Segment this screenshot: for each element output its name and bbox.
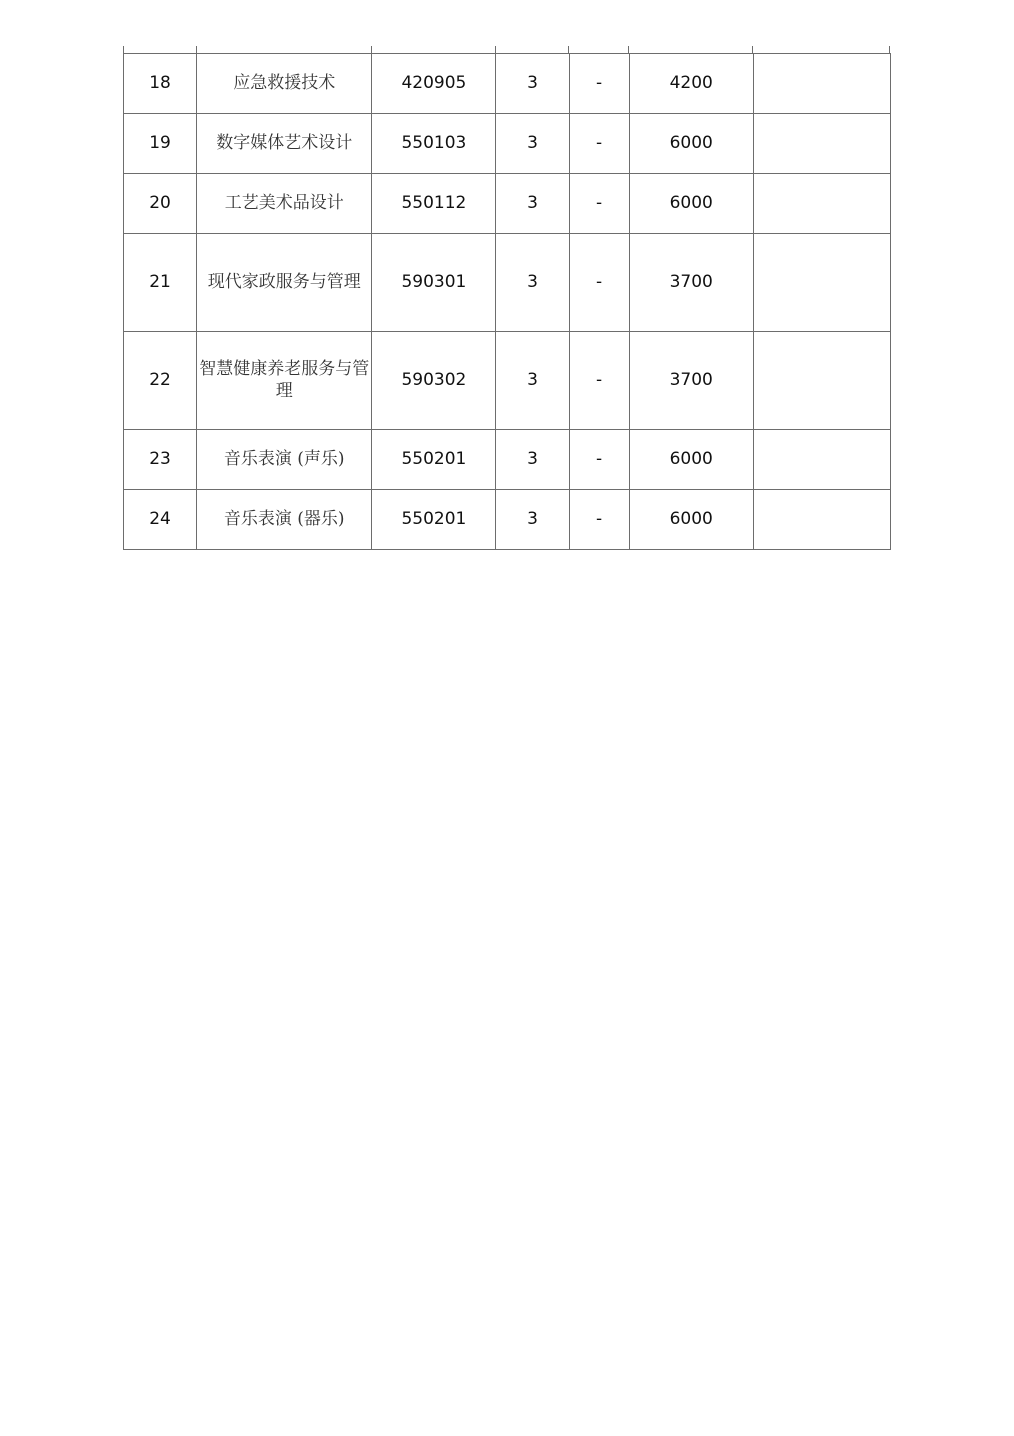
row-index: 20	[124, 174, 197, 234]
note-cell	[753, 174, 890, 234]
table-row	[124, 490, 891, 550]
table-continuation-stub	[889, 46, 890, 53]
study-years: 3	[496, 174, 569, 234]
tuition-fee: 6000	[629, 490, 753, 550]
table-row	[124, 54, 891, 114]
table-row	[124, 332, 891, 430]
note-cell	[753, 54, 890, 114]
dash-cell: -	[569, 490, 629, 550]
study-years: 3	[496, 332, 569, 430]
row-index: 18	[124, 54, 197, 114]
major-name: 智慧健康养老服务与管理	[197, 332, 372, 430]
table-row	[124, 430, 891, 490]
row-index: 19	[124, 114, 197, 174]
note-cell	[753, 430, 890, 490]
major-code: 590302	[372, 332, 496, 430]
major-code: 420905	[372, 54, 496, 114]
major-name: 现代家政服务与管理	[197, 234, 372, 332]
major-code: 550112	[372, 174, 496, 234]
tuition-fee: 3700	[629, 234, 753, 332]
study-years: 3	[496, 430, 569, 490]
row-index: 23	[124, 430, 197, 490]
table-continuation-stub	[752, 46, 753, 53]
dash-cell: -	[569, 332, 629, 430]
row-index: 22	[124, 332, 197, 430]
table-continuation-stub	[123, 46, 124, 53]
note-cell	[753, 114, 890, 174]
major-code: 590301	[372, 234, 496, 332]
table-row	[124, 234, 891, 332]
table-continuation-stub	[371, 46, 372, 53]
major-name: 工艺美术品设计	[197, 174, 372, 234]
dash-cell: -	[569, 174, 629, 234]
major-code: 550201	[372, 490, 496, 550]
study-years: 3	[496, 114, 569, 174]
row-index: 24	[124, 490, 197, 550]
table-row	[124, 114, 891, 174]
note-cell	[753, 490, 890, 550]
table-continuation-stub	[196, 46, 197, 53]
table-row	[124, 174, 891, 234]
table-continuation-stub	[568, 46, 569, 53]
dash-cell: -	[569, 234, 629, 332]
tuition-fee: 4200	[629, 54, 753, 114]
dash-cell: -	[569, 114, 629, 174]
study-years: 3	[496, 54, 569, 114]
note-cell	[753, 332, 890, 430]
major-code: 550103	[372, 114, 496, 174]
row-index: 21	[124, 234, 197, 332]
study-years: 3	[496, 490, 569, 550]
dash-cell: -	[569, 430, 629, 490]
tuition-fee: 6000	[629, 174, 753, 234]
major-name: 应急救援技术	[197, 54, 372, 114]
study-years: 3	[496, 234, 569, 332]
major-name: 数字媒体艺术设计	[197, 114, 372, 174]
major-name: 音乐表演 (器乐)	[197, 490, 372, 550]
major-code: 550201	[372, 430, 496, 490]
tuition-fee: 3700	[629, 332, 753, 430]
major-fee-table	[123, 53, 891, 550]
dash-cell: -	[569, 54, 629, 114]
note-cell	[753, 234, 890, 332]
tuition-fee: 6000	[629, 430, 753, 490]
table-continuation-stub	[495, 46, 496, 53]
major-name: 音乐表演 (声乐)	[197, 430, 372, 490]
tuition-fee: 6000	[629, 114, 753, 174]
table-continuation-stub	[628, 46, 629, 53]
